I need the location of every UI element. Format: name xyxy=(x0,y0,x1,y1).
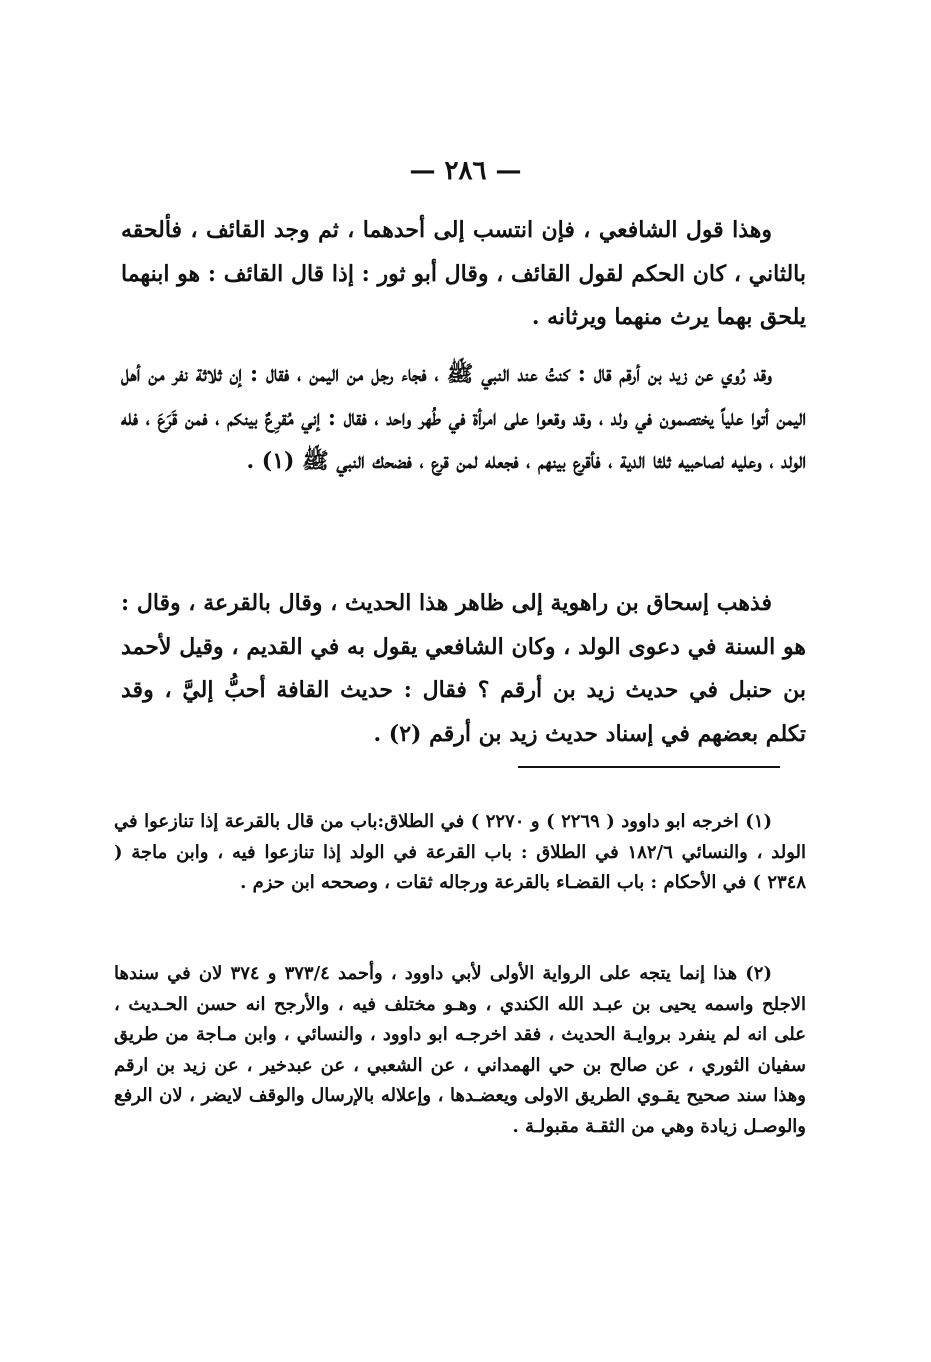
paragraph-text: فذهب إسحاق بن راهوية إلى ظاهر هذا الحديث ، وقال بالقرعة ، وقال : هو السنة في دعوى الولد ، وكان الشافعي يقول به في القديم ، وقيل لأحمد بن حنبل في حديث زيد بن أرقم ؟ فقال : حديث القافة أحبُّ إليَّ ، وقد تكلم بعضهم في إسناد حديث زيد بن أرقم (٢) . xyxy=(121,590,806,747)
paragraph-shafii-opinion xyxy=(121,209,806,340)
paragraph-zayd-narration xyxy=(121,353,806,484)
footnote-1 xyxy=(114,807,806,899)
paragraph-text: وقد رُوي عن زيد بن أرقم قال : كنتُ عند النبي ﷺ ، فجاء رجل من اليمن ، فقال : إن ثلاثة نفر من أهل اليمن أتوا علياً يختصمون في ولد ، وقد وقعوا على امرأة في طُهر واحد ، فقال : إني مُقرِعٌ بينكم ، فمن قَرَعَ ، فله الولد ، وعليه لصاحبيه ثلثا الدية ، فأقرع بينهم ، فجعله لمن قرع ، فضحك النبي ﷺ (١) . xyxy=(121,361,806,474)
footnote-2 xyxy=(114,959,806,1142)
paragraph-ishaq-opinion xyxy=(121,582,806,756)
footnote-separator xyxy=(518,766,780,768)
footnote-text: (٢) هذا إنما يتجه على الرواية الأولى لأبي داوود ، وأحمد ٣٧٣/٤ و ٣٧٤ لان في سندها الاجلح واسمه يحيى بن عبـد الله الكندي ، وهـو مختلف فيه ، والأرجح انه حسن الحـديث ، على انه لم ينفرد بروايـة الحديث ، فقد اخرجـه ابو داوود ، والنسائي ، وابن مـاجة من طريق سفيان الثوري ، عن صالح بن حي الهمداني ، عن الشعبي ، عن عبدخير ، عن زيد بن ارقم وهذا سند صحيح يقـوي الطريق الاولى ويعضـدها ، وإعلاله بالإرسال والوقف لايضر ، لان الرفع والوصـل زيادة وهي من الثقـة مقبولـة . xyxy=(114,963,806,1137)
page-number: — ٢٨٦ — xyxy=(409,156,522,186)
footnote-text: (١) اخرجه ابو داوود ( ٢٢٦٩ ) و ٢٢٧٠ ) في الطلاق:باب من قال بالقرعة إذا تنازعوا في الولد ، والنسائي ١٨٢/٦ في الطلاق : باب القرعة في الولد إذا تنازعوا فيه ، وابن ماجة ( ٢٣٤٨ ) في الأحكام : باب القضـاء بالقرعة ورجاله ثقات ، وصححه ابن حزم . xyxy=(114,811,806,893)
paragraph-text: وهذا قول الشافعي ، فإن انتسب إلى أحدهما ، ثم وجد القائف ، فألحقه بالثاني ، كان الحكم لقول القائف ، وقال أبو ثور : إذا قال القائف : هو ابنهما يلحق بهما يرث منهما ويرثانه . xyxy=(121,217,806,330)
